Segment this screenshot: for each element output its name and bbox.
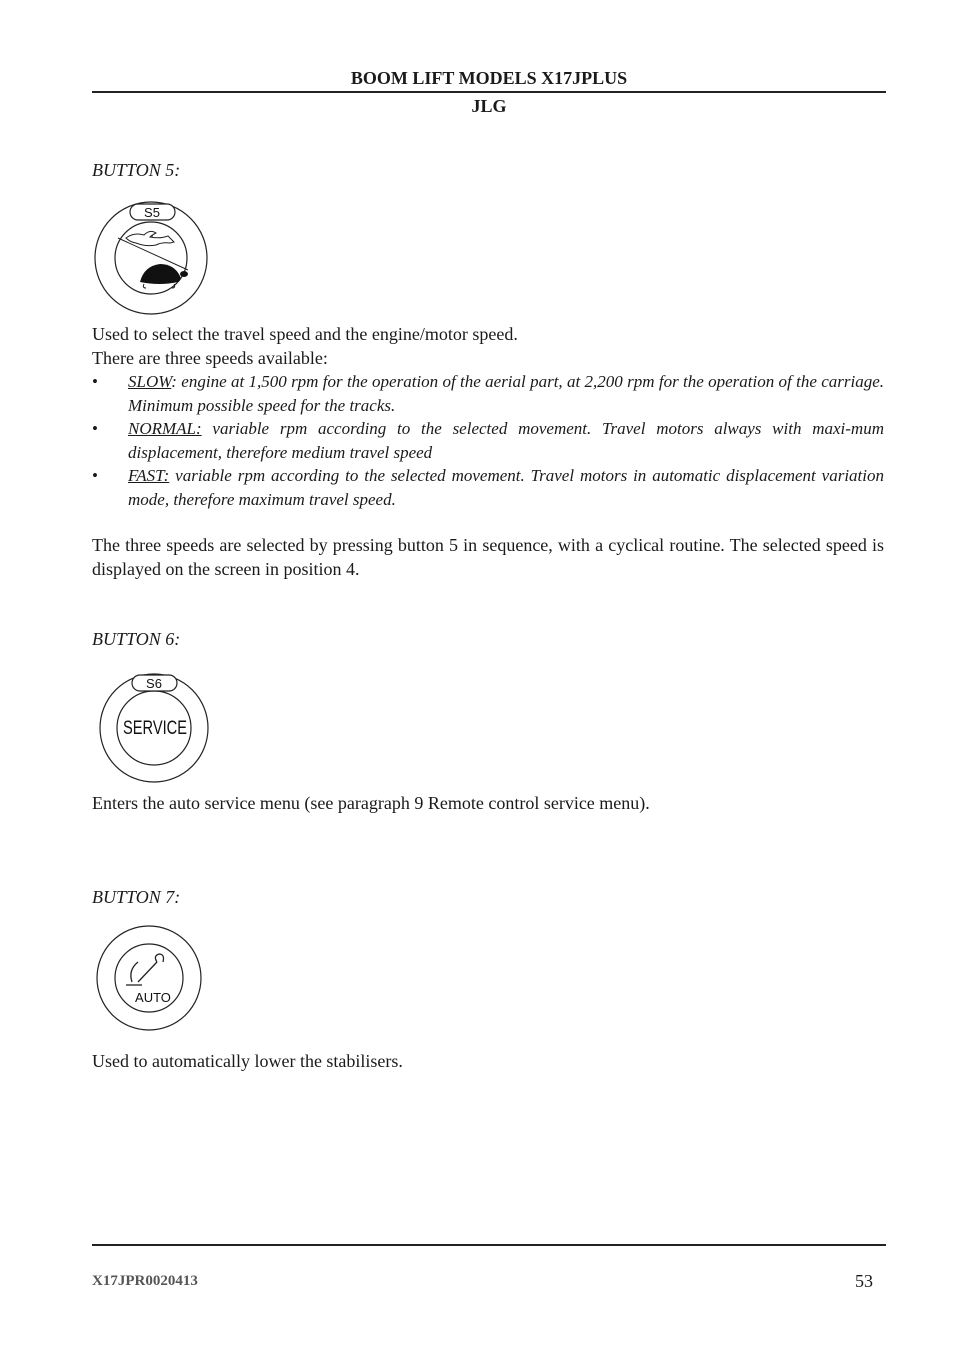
button5-intro-line2: There are three speeds available: <box>92 348 328 368</box>
document-code: X17JPR0020413 <box>92 1273 198 1289</box>
hare-tortoise-speed-icon <box>92 198 212 316</box>
button5-summary: The three speeds are selected by pressing button 5 in sequence, with a cyclical routine. The selected speed is displayed on the screen in position 4. <box>92 535 884 579</box>
button6-icon-label: S6 <box>146 676 162 691</box>
speed-term: NORMAL: <box>128 419 202 438</box>
button5-intro-line1: Used to select the travel speed and the engine/motor speed. <box>92 324 518 344</box>
button7-caption: BUTTON 7: <box>92 887 181 907</box>
speed-term: FAST: <box>128 466 170 485</box>
speed-term: SLOW <box>128 372 172 391</box>
bullet-glyph: • <box>92 372 98 391</box>
button6-description: Enters the auto service menu (see paragraph 9 Remote control service menu). <box>92 793 650 813</box>
speed-item-slow <box>92 370 884 417</box>
bullet-glyph: • <box>92 419 98 438</box>
page-number: 53 <box>855 1271 873 1291</box>
bullet-glyph: • <box>92 466 98 485</box>
button7-description: Used to automatically lower the stabilisers. <box>92 1051 403 1071</box>
service-icon <box>96 668 212 784</box>
button5-icon-label: S5 <box>144 205 160 220</box>
speed-list <box>92 370 884 511</box>
button6-icon-text: SERVICE <box>123 718 187 739</box>
speed-desc: variable rpm according to the selected movement. Travel motors always with maxi-mum displacement, therefore medium travel speed <box>128 419 884 462</box>
page-header-title: BOOM LIFT MODELS X17JPLUS <box>350 68 628 88</box>
speed-item-normal <box>92 417 884 464</box>
button6-caption: BUTTON 6: <box>92 629 181 649</box>
speed-item-fast <box>92 464 884 511</box>
header-divider <box>92 91 886 93</box>
page-header-subtitle: JLG <box>471 96 507 116</box>
speed-sep: : <box>171 372 177 391</box>
auto-stabiliser-icon <box>94 924 206 1034</box>
footer-divider <box>92 1244 886 1246</box>
button7-icon-text: AUTO <box>135 990 171 1005</box>
button5-caption: BUTTON 5: <box>92 160 181 180</box>
speed-desc: variable rpm according to the selected movement. Travel motors in automatic displacement variation mode, therefore maximum travel speed. <box>128 466 884 509</box>
speed-desc: engine at 1,500 rpm for the operation of the aerial part, at 2,200 rpm for the operation of the carriage. Minimum possible speed for the tracks. <box>128 372 884 415</box>
